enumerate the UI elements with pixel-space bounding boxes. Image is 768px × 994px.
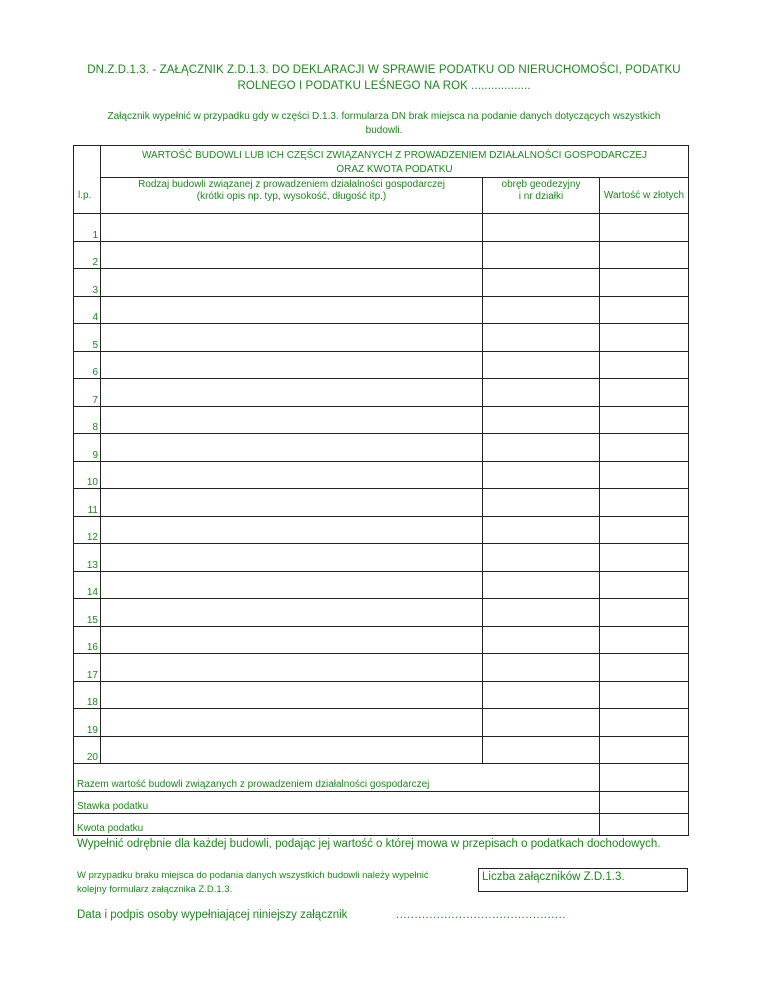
table-column-header-row xyxy=(74,178,689,214)
col-header-type-line1: Rodzaj budowli związanej z prowadzeniem działalności gospodarczej xyxy=(138,179,445,190)
table-row xyxy=(74,351,689,379)
table-row xyxy=(74,544,689,572)
signature-label: Data i podpis osoby wypełniającej niniejszy załącznik xyxy=(77,909,348,921)
row-number: 8 xyxy=(74,406,101,434)
table-row xyxy=(74,626,689,654)
rate-value-field[interactable] xyxy=(600,792,689,814)
value-field[interactable] xyxy=(600,214,689,242)
building-type-field[interactable] xyxy=(101,516,483,544)
value-field[interactable] xyxy=(600,461,689,489)
row-number: 10 xyxy=(74,461,101,489)
row-number: 12 xyxy=(74,516,101,544)
row-number: 5 xyxy=(74,324,101,352)
plot-number-field[interactable] xyxy=(483,434,600,462)
building-type-field[interactable] xyxy=(101,681,483,709)
sum-value-field[interactable] xyxy=(600,764,689,792)
plot-number-field[interactable] xyxy=(483,214,600,242)
building-type-field[interactable] xyxy=(101,296,483,324)
row-number: 9 xyxy=(74,434,101,462)
table-row xyxy=(74,296,689,324)
plot-number-field[interactable] xyxy=(483,461,600,489)
plot-number-field[interactable] xyxy=(483,571,600,599)
table-row xyxy=(74,516,689,544)
summary-rows xyxy=(74,764,689,836)
form-title-line1: DN.Z.D.1.3. - ZAŁĄCZNIK Z.D.1.3. DO DEKLARACJI W SPRAWIE PODATKU OD NIERUCHOMOŚCI, PODATKU xyxy=(87,64,681,76)
rate-row xyxy=(74,792,689,814)
value-field[interactable] xyxy=(600,489,689,517)
extra-form-note-line2: kolejny formularz załącznika Z.D.1.3. xyxy=(77,884,233,895)
value-field[interactable] xyxy=(600,516,689,544)
section-title xyxy=(101,146,689,178)
building-type-field[interactable] xyxy=(101,626,483,654)
plot-number-field[interactable] xyxy=(483,241,600,269)
plot-number-field[interactable] xyxy=(483,269,600,297)
value-field[interactable] xyxy=(600,351,689,379)
row-number: 7 xyxy=(74,379,101,407)
table-row xyxy=(74,461,689,489)
row-number: 15 xyxy=(74,599,101,627)
table-row xyxy=(74,379,689,407)
table-row xyxy=(74,214,689,242)
building-type-field[interactable] xyxy=(101,269,483,297)
table-row xyxy=(74,681,689,709)
table-row xyxy=(74,489,689,517)
plot-number-field[interactable] xyxy=(483,681,600,709)
table-row xyxy=(74,406,689,434)
building-type-field[interactable] xyxy=(101,214,483,242)
value-field[interactable] xyxy=(600,379,689,407)
plot-number-field[interactable] xyxy=(483,351,600,379)
buildings-table xyxy=(73,145,689,836)
table-row xyxy=(74,571,689,599)
form-title-line2: ROLNEGO I PODATKU LEŚNEGO NA ROK .................. xyxy=(237,80,531,92)
col-header-plot-line2: i nr działki xyxy=(518,191,564,202)
table-row xyxy=(74,599,689,627)
row-number: 1 xyxy=(74,214,101,242)
value-field[interactable] xyxy=(600,571,689,599)
attachment-count-field[interactable] xyxy=(478,868,688,892)
table-row xyxy=(74,434,689,462)
value-field[interactable] xyxy=(600,544,689,572)
building-type-field[interactable] xyxy=(101,599,483,627)
signature-line[interactable]: .............................................. xyxy=(396,909,566,921)
row-number: 16 xyxy=(74,626,101,654)
plot-number-field[interactable] xyxy=(483,626,600,654)
building-type-field[interactable] xyxy=(101,709,483,737)
value-field[interactable] xyxy=(600,241,689,269)
col-header-lp: l.p. xyxy=(74,178,101,214)
row-number: 3 xyxy=(74,269,101,297)
tax-value-field[interactable] xyxy=(600,814,689,836)
form-note-line2: budowli. xyxy=(365,125,403,136)
plot-number-field[interactable] xyxy=(483,599,600,627)
building-type-field[interactable] xyxy=(101,736,483,764)
plot-number-field[interactable] xyxy=(483,379,600,407)
plot-number-field[interactable] xyxy=(483,489,600,517)
row-number: 20 xyxy=(74,736,101,764)
table-row xyxy=(74,269,689,297)
table-row xyxy=(74,709,689,737)
building-type-field[interactable] xyxy=(101,324,483,352)
row-number: 2 xyxy=(74,241,101,269)
row-number: 19 xyxy=(74,709,101,737)
section-title-line1: WARTOŚĆ BUDOWLI LUB ICH CZĘŚCI ZWIĄZANYCH Z PROWADZENIEM DZIAŁALNOŚCI GOSPODARCZEJ xyxy=(141,150,648,161)
form-note-line1: Załącznik wypełnić w przypadku gdy w części D.1.3. formularza DN brak miejsca na podanie danych dotyczących wszystkich xyxy=(107,111,661,122)
building-type-field[interactable] xyxy=(101,351,483,379)
form-title xyxy=(70,62,698,94)
building-type-field[interactable] xyxy=(101,379,483,407)
col-header-value: Wartość w złotych xyxy=(600,178,689,214)
col-header-plot xyxy=(483,178,600,214)
plot-number-field[interactable] xyxy=(483,406,600,434)
section-title-line2: ORAZ KWOTA PODATKU xyxy=(336,164,453,175)
value-field[interactable] xyxy=(600,626,689,654)
value-field[interactable] xyxy=(600,296,689,324)
tax-label: Kwota podatku xyxy=(74,814,600,836)
col-header-type xyxy=(101,178,483,214)
table-section-header-row xyxy=(74,146,689,178)
form-note xyxy=(80,110,688,138)
row-number: 11 xyxy=(74,489,101,517)
plot-number-field[interactable] xyxy=(483,736,600,764)
plot-number-field[interactable] xyxy=(483,324,600,352)
col-header-plot-line1: obręb geodezyjny xyxy=(501,179,581,190)
lp-header-top xyxy=(74,146,101,178)
extra-form-note xyxy=(77,869,472,897)
table-row xyxy=(74,324,689,352)
building-type-field[interactable] xyxy=(101,544,483,572)
instruction-text: Wypełnić odrębnie dla każdej budowli, podając jej wartość o której mowa w przepisach o podatkach dochodowych. xyxy=(77,838,661,850)
building-type-field[interactable] xyxy=(101,654,483,682)
rate-label: Stawka podatku xyxy=(74,792,600,814)
row-number: 6 xyxy=(74,351,101,379)
value-field[interactable] xyxy=(600,324,689,352)
value-field[interactable] xyxy=(600,599,689,627)
row-number: 13 xyxy=(74,544,101,572)
table-row xyxy=(74,654,689,682)
building-type-field[interactable] xyxy=(101,241,483,269)
building-type-field[interactable] xyxy=(101,571,483,599)
plot-number-field[interactable] xyxy=(483,709,600,737)
plot-number-field[interactable] xyxy=(483,296,600,324)
attachment-count-label: Liczba załączników Z.D.1.3. xyxy=(482,871,625,883)
sum-row xyxy=(74,764,689,792)
value-field[interactable] xyxy=(600,709,689,737)
value-field[interactable] xyxy=(600,434,689,462)
row-number: 18 xyxy=(74,681,101,709)
value-field[interactable] xyxy=(600,681,689,709)
sum-label: Razem wartość budowli związanych z prowadzeniem działalności gospodarczej xyxy=(74,764,600,792)
plot-number-field[interactable] xyxy=(483,654,600,682)
value-field[interactable] xyxy=(600,269,689,297)
value-field[interactable] xyxy=(600,654,689,682)
plot-number-field[interactable] xyxy=(483,544,600,572)
value-field[interactable] xyxy=(600,736,689,764)
tax-row xyxy=(74,814,689,836)
building-type-field[interactable] xyxy=(101,461,483,489)
plot-number-field[interactable] xyxy=(483,516,600,544)
buildings-table-body xyxy=(74,146,689,764)
extra-form-note-line1: W przypadku braku miejsca do podania danych wszystkich budowli należy wypełnić xyxy=(77,870,429,881)
building-type-field[interactable] xyxy=(101,406,483,434)
building-type-field[interactable] xyxy=(101,489,483,517)
row-number: 14 xyxy=(74,571,101,599)
table-row xyxy=(74,241,689,269)
row-number: 17 xyxy=(74,654,101,682)
value-field[interactable] xyxy=(600,406,689,434)
table-row xyxy=(74,736,689,764)
building-type-field[interactable] xyxy=(101,434,483,462)
row-number: 4 xyxy=(74,296,101,324)
col-header-type-line2: (krótki opis np. typ, wysokość, długość itp.) xyxy=(196,191,387,202)
